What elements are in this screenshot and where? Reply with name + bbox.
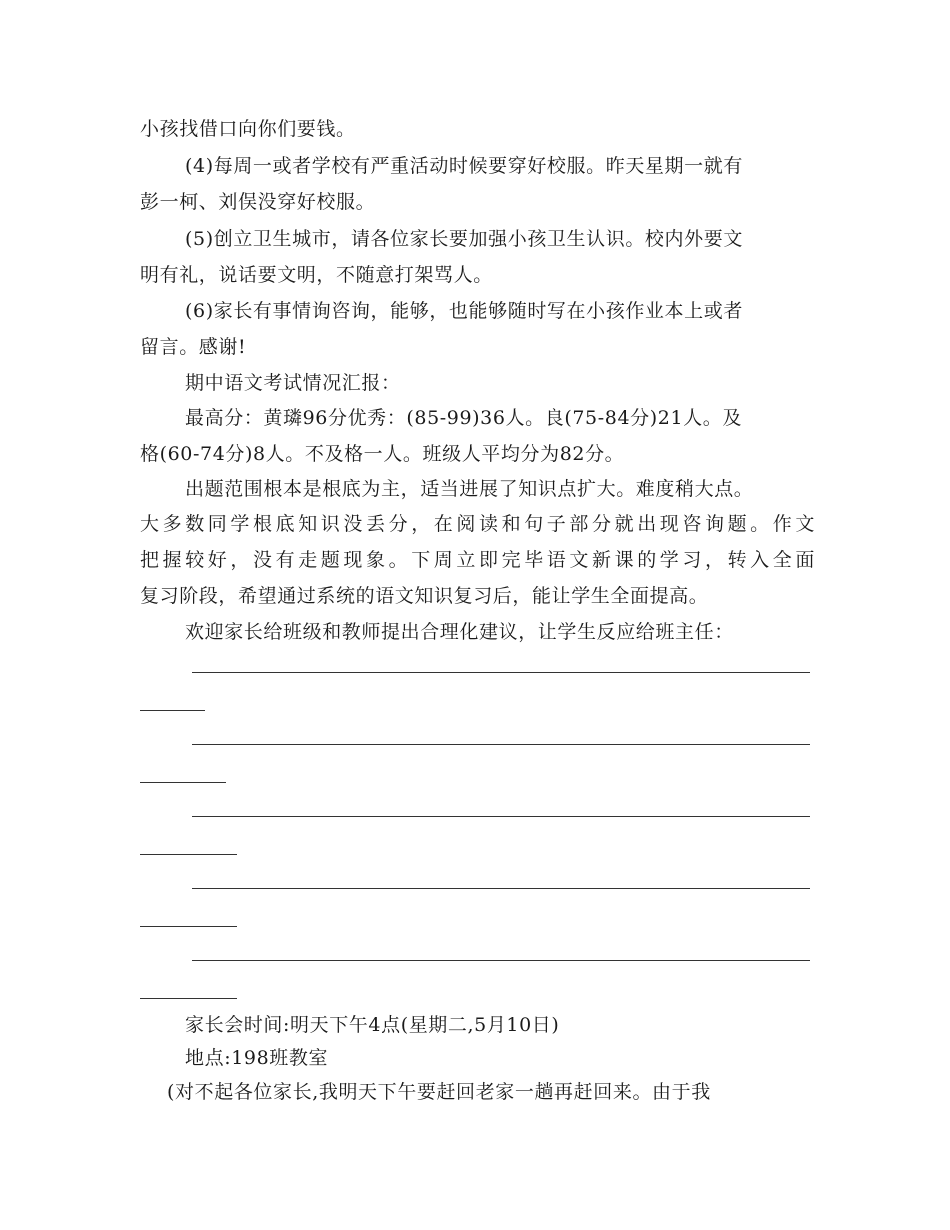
text-line: 欢迎家长给班级和教师提出合理化建议，让学生反应给班主任： xyxy=(185,621,734,643)
text-line: 格(60-74分)8人。不及格一人。班级人平均分为82分。 xyxy=(140,443,625,465)
text-line: (6)家长有事情询咨询，能够，也能够随时写在小孩作业本上或者 xyxy=(185,300,743,322)
text-line: 彭一柯、刘俣没穿好校服。 xyxy=(140,191,376,213)
text-line: (4)每周一或者学校有严重活动时候要穿好校服。昨天星期一就有 xyxy=(185,155,743,177)
text-line: 最高分：黄璘96分优秀：(85-99)36人。良(75-84分)21人。及 xyxy=(185,407,742,429)
blank-line xyxy=(192,816,810,817)
blank-line xyxy=(140,854,237,855)
blank-line xyxy=(140,710,205,711)
blank-line xyxy=(140,926,237,927)
blank-line xyxy=(140,782,226,783)
blank-line xyxy=(192,960,810,961)
text-line: 出题范围根本是根底为主，适当进展了知识点扩大。难度稍大点。 xyxy=(185,478,754,500)
text-line: 家长会时间:明天下午4点(星期二,5月10日) xyxy=(185,1014,560,1036)
text-line: 把握较好，没有走题现象。下周立即完毕语文新课的学习，转入全面 xyxy=(140,549,815,571)
text-line: 地点:198班教室 xyxy=(185,1047,329,1069)
blank-line xyxy=(192,672,810,673)
blank-line xyxy=(192,744,810,745)
text-line: 大多数同学根底知识没丢分，在阅读和句子部分就出现咨询题。作文 xyxy=(140,513,815,535)
blank-line xyxy=(192,888,810,889)
text-line: 复习阶段，希望通过系统的语文知识复习后，能让学生全面提高。 xyxy=(140,585,709,607)
text-line: 留言。感谢! xyxy=(140,336,247,358)
text-line: (5)创立卫生城市，请各位家长要加强小孩卫生认识。校内外要文 xyxy=(185,228,743,250)
text-line: 期中语文考试情况汇报： xyxy=(185,372,401,394)
text-line: (对不起各位家长,我明天下午要赶回老家一趟再赶回来。由于我 xyxy=(167,1081,711,1103)
blank-line xyxy=(140,998,237,999)
text-line: 小孩找借口向你们要钱。 xyxy=(140,118,356,140)
text-line: 明有礼，说话要文明，不随意打架骂人。 xyxy=(140,264,493,286)
